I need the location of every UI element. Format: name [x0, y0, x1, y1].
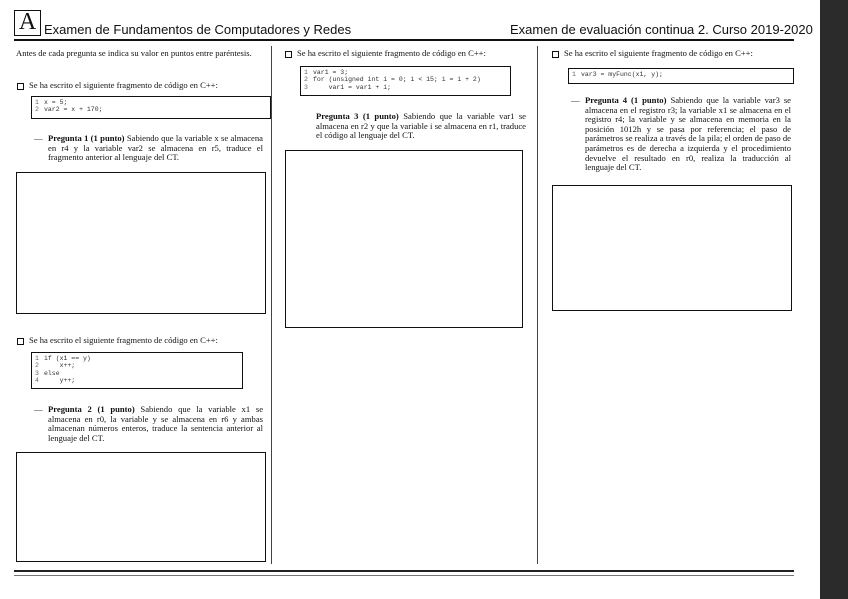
q3-answer-box[interactable] [285, 150, 523, 328]
q4-statement: Sabiendo que la variable var3 se almacena en el registro r3; la variable x1 se almacena en el registro r4; la variable y se almacena en memoria en la posición 1012h y se pasa por referencia; el paso de parámetros se realiza a través de la pila; el orden de paso de parámetros es de derecha a izquierda y el procedimiento devuelve el resultado en r0, realiza la traducción al lenguaje del CT. [585, 95, 791, 173]
q3-code-block: 1 var1 = 3; 2 for (unsigned int i = 0; i < 15; i = i + 2) 3 var1 = var1 + i; [300, 66, 511, 96]
footer-rule-secondary [14, 575, 794, 576]
q3-statement: Sabiendo que la variable var1 se almacena en r2 y que la variable i se almacena en r1, traduce el código al lenguaje del CT. [316, 111, 526, 141]
q1-answer-box[interactable] [16, 172, 266, 314]
q3-text [316, 112, 526, 141]
q1-fragment-intro: Se ha escrito el siguiente fragmento de código en C++: [17, 80, 267, 90]
q2-code-block: 1 if (x1 == y) 2 x++; 3 else 4 y++; [31, 352, 243, 389]
q1-code-block: 1 x = 5; 2 var2 = x + 170; [31, 96, 271, 119]
q2-fragment-intro: Se ha escrito el siguiente fragmento de código en C++: [17, 335, 267, 345]
exam-subtitle: Examen de evaluación continua 2. Curso 2019-2020 [510, 22, 813, 37]
q4-code-block: 1 var3 = myFunc(x1, y); [568, 68, 794, 84]
q4-label: Pregunta 4 (1 punto) [585, 95, 667, 105]
q1-text: — Pregunta 1 (1 punto) Sabiendo que la variable x se almacena en r4 y la variable var2 se almacena en r5, traduce el fragmento anterior al lenguaje del CT. [34, 133, 263, 163]
q3-code-line: var1 = var1 + i; [313, 83, 392, 91]
q4-code-line: var3 = myFunc(x1, y); [581, 71, 663, 78]
q2-code-line: else [44, 369, 60, 377]
q2-text: — Pregunta 2 (1 punto) Sabiendo que la variable x1 se almacena en r0, la variable y se almacena en r6 y ambas almacenan números enteros, traduce la sentencia anterior al lenguaje del CT. [34, 404, 264, 443]
q2-code-line: y++; [44, 377, 76, 385]
intro-text: Antes de cada pregunta se indica su valor en puntos entre paréntesis. [16, 48, 252, 58]
q2-code-line: x++; [44, 362, 76, 370]
q2-label: Pregunta 2 (1 punto) [48, 404, 135, 414]
q2-answer-box[interactable] [16, 452, 266, 562]
q2-code-line: if (x1 == y) [44, 355, 91, 362]
q4-answer-box[interactable] [552, 185, 792, 311]
q4-text: — Pregunta 4 (1 punto) Sabiendo que la variable var3 se almacena en el registro r3; la variable x1 se almacena en el registro r4; la variable y se almacena en memoria en la posición 1012h y se pasa por referencia; el paso de parámetros se realiza a través de la pila; el orden de paso de parámetros es de derecha a izquierda y el procedimiento devuelve el resultado en r0, realiza la traducción al lenguaje del CT. [571, 95, 791, 173]
header-rule [14, 39, 794, 41]
column-divider-2 [537, 46, 538, 564]
q3-code-line: for (unsigned int i = 0; i < 15; i = i + 2) [313, 76, 481, 84]
q1-code-line: x = 5; [44, 99, 68, 106]
q3-label: Pregunta 3 (1 punto) [316, 111, 399, 121]
q2-statement: Sabiendo que la variable x1 se almacena en r0, la variable y se almacena en r6 y ambas almacenan números enteros, traduce la sentencia anterior al lenguaje del CT. [48, 404, 264, 443]
footer-rule [14, 570, 794, 572]
q4-fragment-intro: Se ha escrito el siguiente fragmento de código en C++: [552, 48, 802, 58]
q1-code-line: var2 = x + 170; [44, 106, 103, 114]
column-divider-1 [271, 46, 272, 564]
exam-version-letter: A [14, 10, 41, 36]
q3-code-line: var1 = 3; [313, 69, 349, 76]
q1-label: Pregunta 1 (1 punto) [48, 133, 125, 143]
q3-fragment-intro: Se ha escrito el siguiente fragmento de código en C++: [285, 48, 535, 58]
exam-title: Examen de Fundamentos de Computadores y Redes [44, 22, 352, 37]
q1-statement: Sabiendo que la variable x se almacena en r4 y la variable var2 se almacena en r5, traduce el fragmento anterior al lenguaje del CT. [48, 133, 263, 163]
viewer-scrollbar[interactable] [820, 0, 848, 599]
